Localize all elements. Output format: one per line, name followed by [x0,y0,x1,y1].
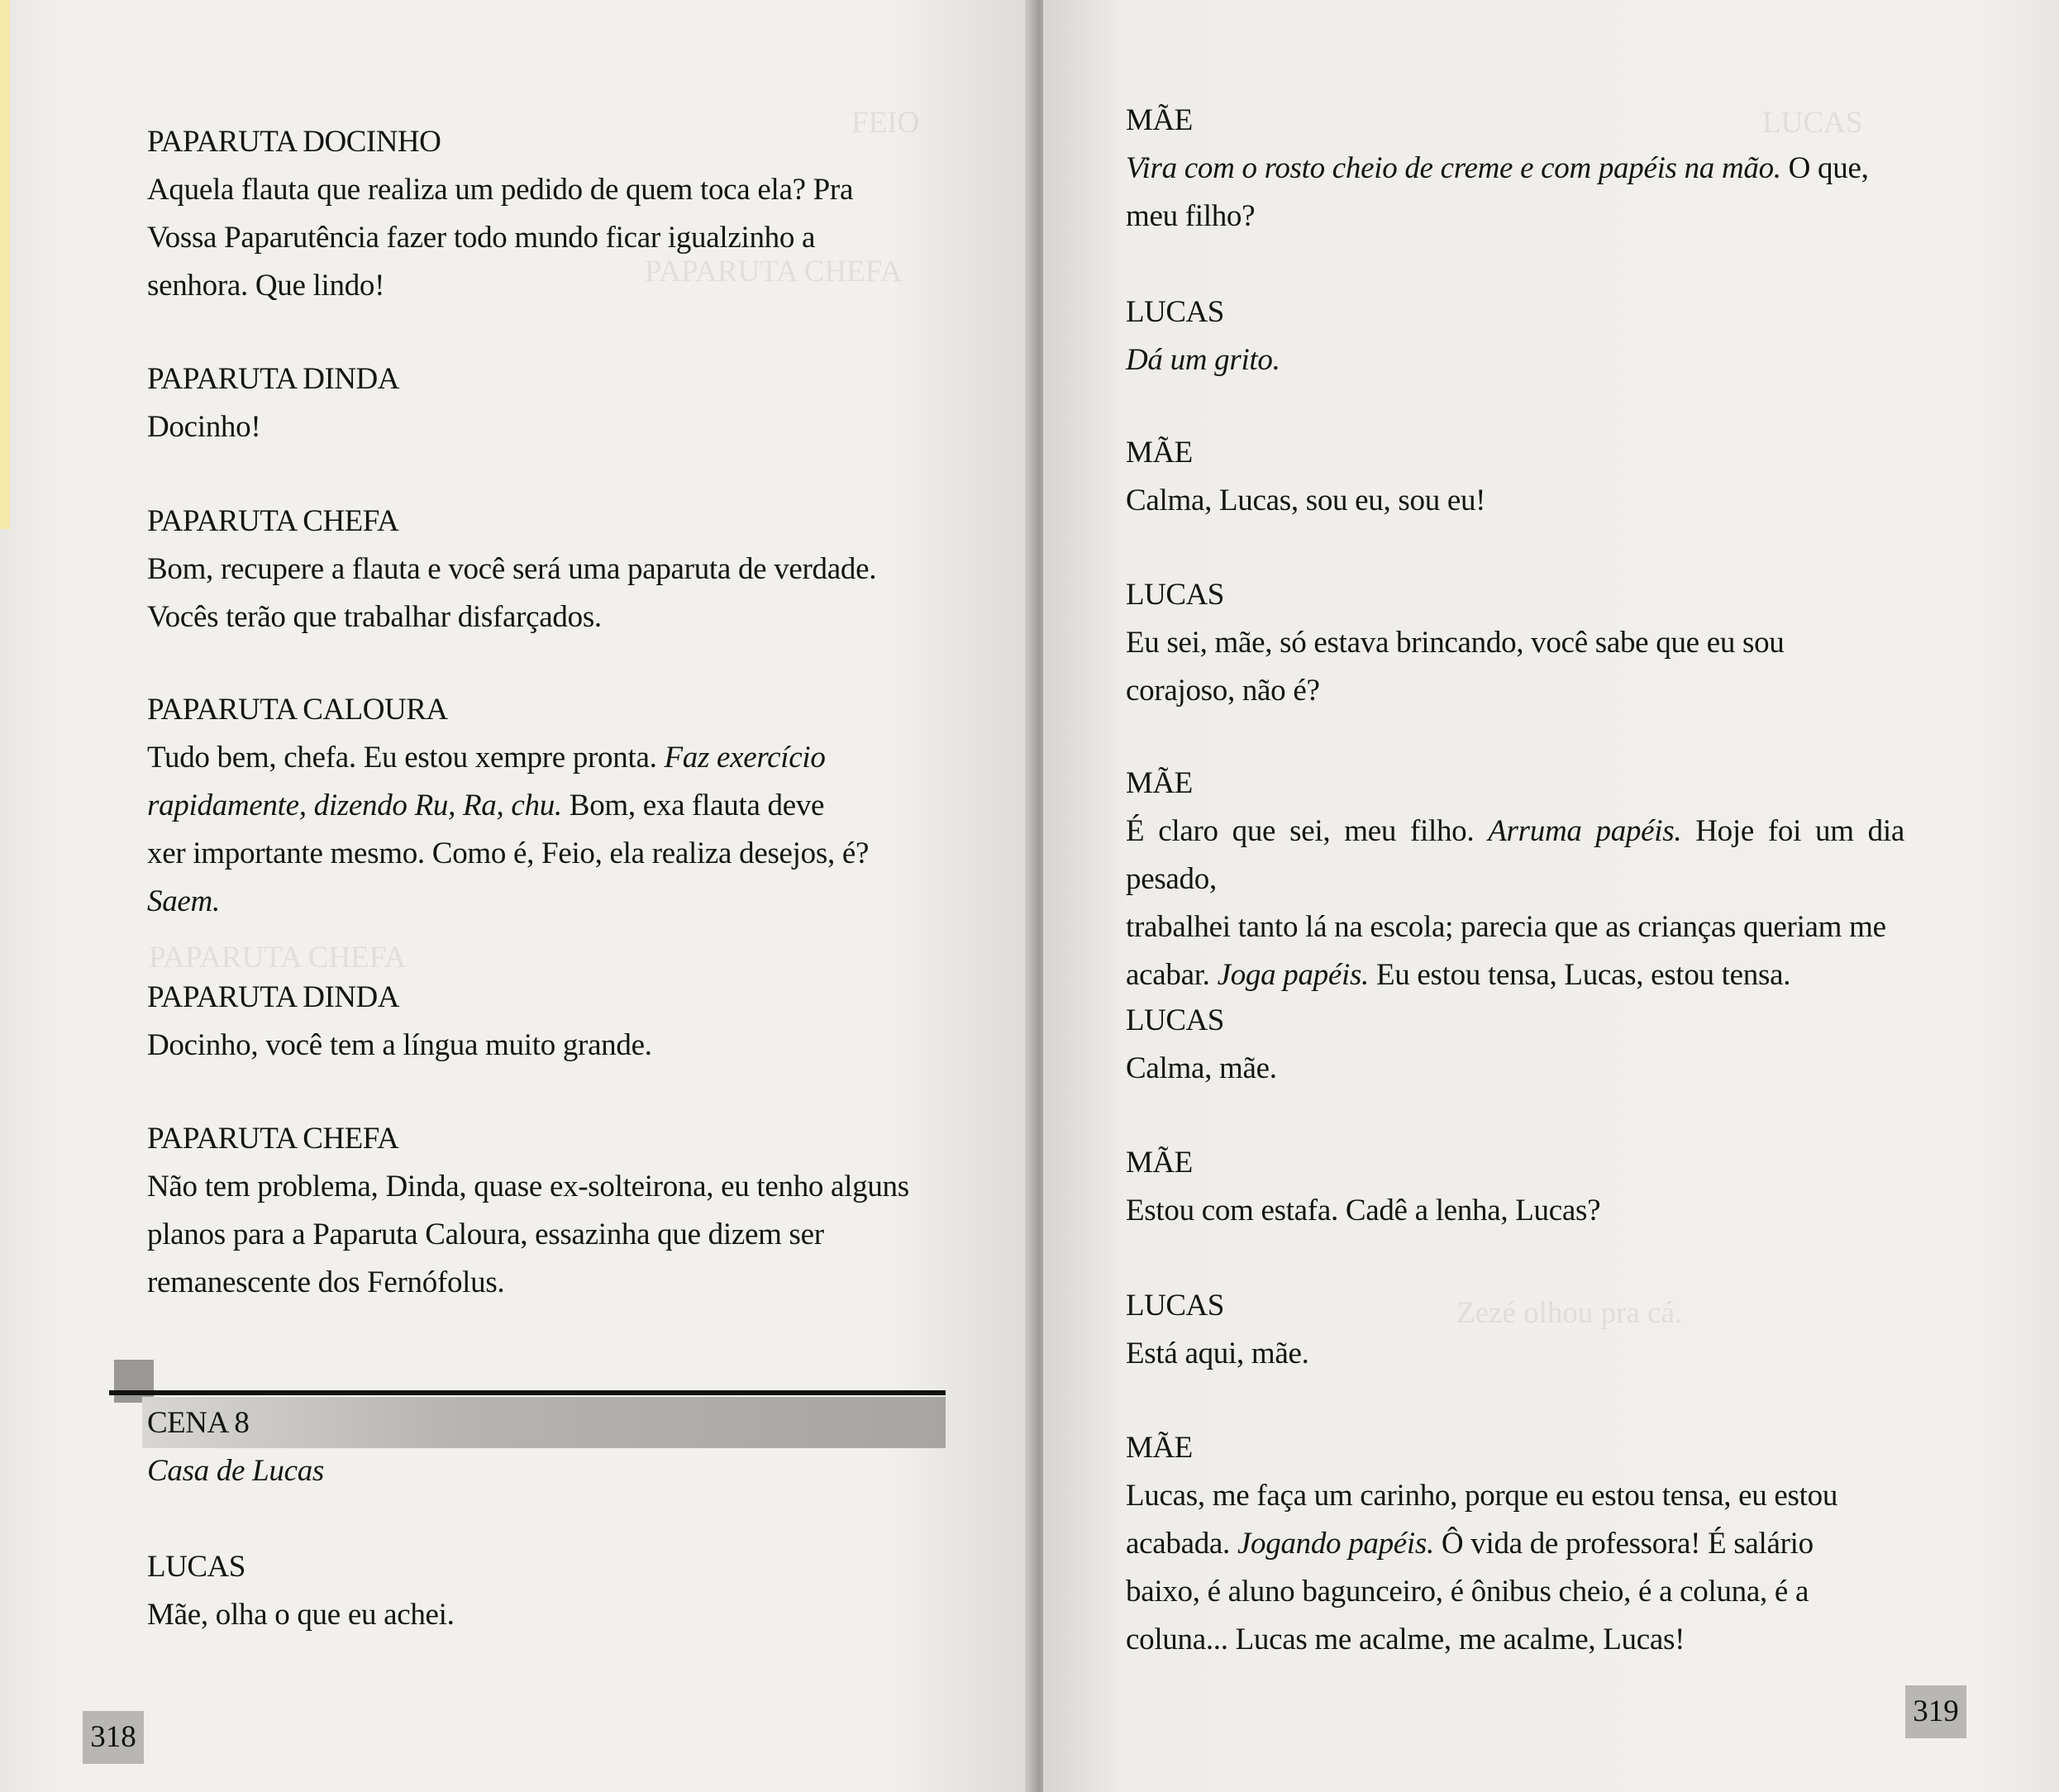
dialogue-line: Estou com estafa. Cadê a lenha, Lucas? [1126,1194,1601,1227]
dialogue-text: É claro que sei, meu filho. [1126,814,1489,848]
dialogue-line: remanescente dos Fernófolus. [147,1265,505,1299]
dialogue-line: coluna... Lucas me acalme, me acalme, Lucas! [1126,1623,1685,1656]
speaker-name: PAPARUTA CHEFA [147,1122,399,1156]
dialogue-text: acabada. [1126,1527,1237,1561]
dialogue-line: planos para a Paparuta Caloura, essazinha que dizem ser [147,1218,824,1251]
block-mae-1 [1126,97,1904,241]
dialogue-text: Hoje foi um dia pesado, [1126,814,1904,896]
dialogue-line: senhora. Que lindo! [147,269,385,303]
dialogue-line: Eu sei, mãe, só estava brincando, você sabe que eu sou [1126,626,1785,660]
speaker-name: MÃE [1126,1431,1193,1465]
speaker-name: MÃE [1126,436,1193,469]
block-mae-5 [1126,1424,1904,1664]
show-through-text: Zezé olhou pra cá. [1456,1296,1683,1330]
stage-direction: Saem. [147,884,220,918]
dialogue-line: Docinho, você tem a língua muito grande. [147,1028,652,1062]
dialogue-line: Docinho! [147,410,261,444]
dialogue-line: Não tem problema, Dinda, quase ex-solteirona, eu tenho alguns [147,1170,909,1203]
dialogue-line: Vossa Paparutência fazer todo mundo ficar igualzinho a [147,221,816,255]
speaker-name: PAPARUTA CHEFA [147,504,399,538]
speaker-name: MÃE [1126,766,1193,800]
speaker-name: PAPARUTA CALOURA [147,693,448,727]
page-edge-tint [0,0,10,529]
dialogue-line: meu filho? [1126,199,1256,233]
dialogue-text: O que, [1780,151,1869,185]
block-mae-3 [1126,760,1904,999]
right-page [1043,0,2059,1792]
dialogue-line [1126,951,1904,999]
show-through-text: PAPARUTA CHEFA [149,941,407,975]
dialogue-line: Lucas, me faça um carinho, porque eu estou tensa, eu estou [1126,1479,1838,1513]
stage-direction: Faz exercício [664,741,826,774]
block-dinda-2 [147,974,946,1070]
stage-direction: rapidamente, dizendo Ru, Ra, chu. [147,789,562,822]
block-chefa-2 [147,1115,946,1307]
dialogue-line: xer importante mesmo. Como é, Feio, ela realiza desejos, é? [147,836,870,870]
speaker-name: MÃE [1126,103,1193,137]
stage-direction: Joga papéis. [1217,958,1370,992]
stage-direction: Dá um grito. [1126,343,1280,377]
dialogue-line: Bom, recupere a flauta e você será uma paparuta de verdade. [147,552,877,586]
block-mae-4 [1126,1139,1904,1235]
stage-direction: Jogando papéis. [1237,1527,1434,1561]
scene-header [147,1399,946,1495]
dialogue-text: Eu estou tensa, Lucas, estou tensa. [1369,958,1791,992]
speaker-name: LUCAS [147,1550,245,1584]
dialogue-line: Aquela flauta que realiza um pedido de quem toca ela? Pra [147,173,854,207]
speaker-name: LUCAS [1126,295,1224,329]
speaker-name: PAPARUTA DINDA [147,980,399,1014]
stage-direction: Vira com o rosto cheio de creme e com papéis na mão. [1126,151,1781,185]
dialogue-line [1126,808,1904,903]
block-lucas-4 [1126,1282,1904,1378]
block-lucas-3 [1126,997,1904,1093]
dialogue-line: corajoso, não é? [1126,674,1320,708]
dialogue-text: Bom, exa flauta deve [561,789,825,822]
speaker-name: MÃE [1126,1146,1193,1180]
dialogue-line [147,734,946,782]
block-chefa [147,498,946,641]
scene-divider [109,1390,946,1395]
dialogue-line [1126,145,1904,193]
block-lucas-1 [1126,288,1904,384]
dialogue-line: trabalhei tanto lá na escola; parecia que as crianças queriam me [1126,910,1886,944]
block-mae-2 [1126,429,1904,525]
dialogue-text: Tudo bem, chefa. Eu estou xempre pronta. [147,741,665,774]
dialogue-line: Vocês terão que trabalhar disfarçados. [147,600,602,634]
page-number: 318 [83,1711,144,1764]
speaker-name: LUCAS [1126,1003,1224,1037]
show-through-text: LUCAS [1762,106,1863,140]
speaker-name: LUCAS [1126,578,1224,612]
dialogue-text: Ô vida de professora! É salário [1433,1527,1814,1561]
scene-place: Casa de Lucas [147,1454,324,1488]
page-number: 319 [1905,1685,1966,1738]
dialogue-line: baixo, é aluno bagunceiro, é ônibus cheio, é a coluna, é a [1126,1575,1809,1609]
dialogue-line: Está aqui, mãe. [1126,1337,1309,1370]
speaker-name: PAPARUTA DINDA [147,362,399,396]
scene-title: CENA 8 [147,1406,250,1440]
dialogue-line [147,782,946,830]
dialogue-line: Calma, mãe. [1126,1051,1277,1085]
block-caloura [147,686,946,926]
dialogue-text: acabar. [1126,958,1218,992]
show-through-text: FEIO [851,106,920,140]
block-dinda [147,355,946,451]
dialogue-line: Mãe, olha o que eu achei. [147,1598,455,1632]
block-lucas [147,1543,946,1639]
speaker-name: LUCAS [1126,1289,1224,1323]
speaker-name: PAPARUTA DOCINHO [147,125,441,159]
show-through-text: PAPARUTA CHEFA [645,255,903,288]
block-docinho [147,118,946,310]
block-lucas-2 [1126,571,1904,715]
dialogue-line: Calma, Lucas, sou eu, sou eu! [1126,484,1486,517]
stage-direction: Arruma papéis. [1488,814,1682,848]
dialogue-line [1126,1520,1904,1568]
